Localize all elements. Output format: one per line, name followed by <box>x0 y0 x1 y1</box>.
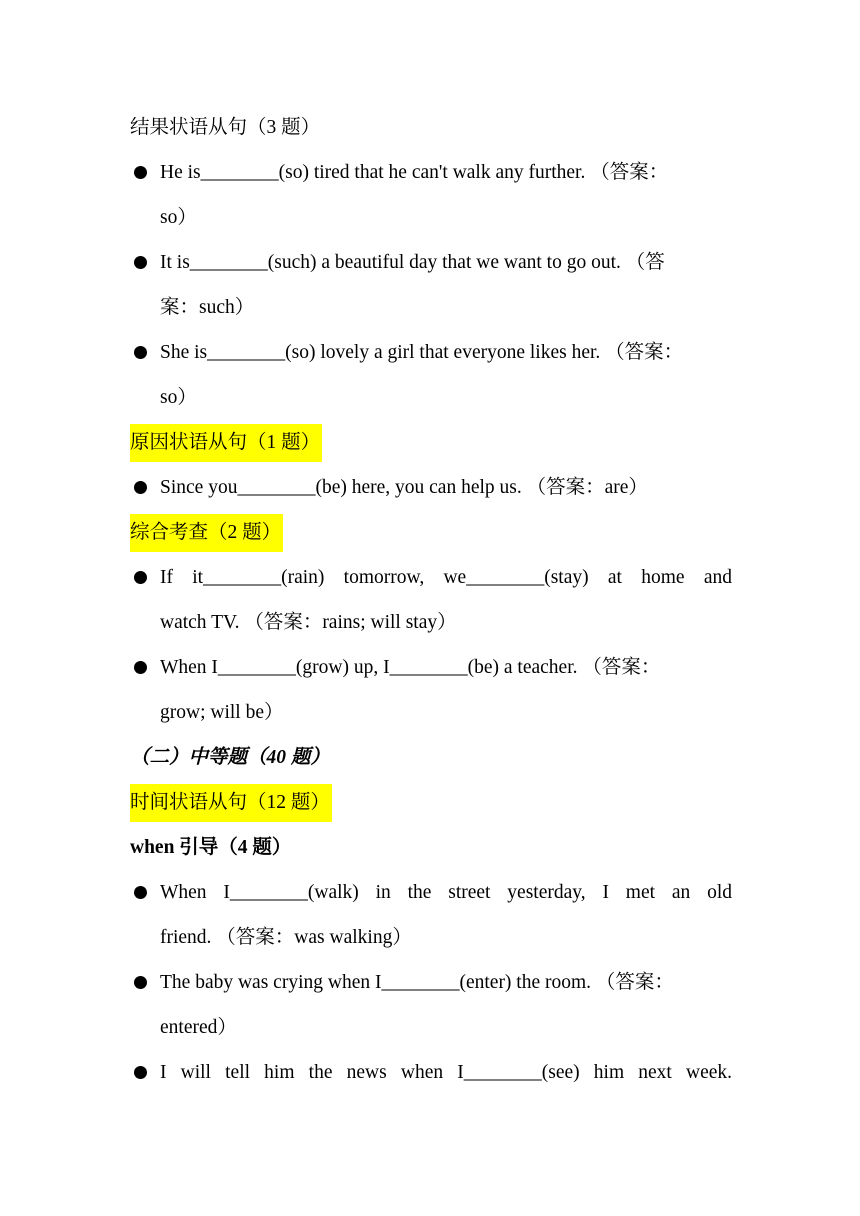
question-text: grow; will be） <box>160 702 284 723</box>
bullet-icon <box>134 886 147 899</box>
section-heading-reason <box>130 420 732 465</box>
question-text: Since you________(be) here, you can help us. （答案：are） <box>160 477 648 498</box>
question-text: entered） <box>160 1017 237 1038</box>
question-continuation <box>160 195 732 240</box>
question-item <box>130 1050 732 1095</box>
bullet-icon <box>134 571 147 584</box>
question-text: The baby was crying when I________(enter) the room. （答案： <box>160 972 674 993</box>
question-continuation <box>160 285 732 330</box>
highlighted-heading-text: 原因状语从句（1 题） <box>130 424 322 462</box>
question-item <box>130 150 732 195</box>
question-continuation <box>160 690 732 735</box>
bullet-icon <box>134 976 147 989</box>
bullet-icon <box>134 166 147 179</box>
highlighted-heading-text: 时间状语从句（12 题） <box>130 784 332 822</box>
section-heading-when <box>130 825 732 870</box>
question-item <box>130 465 732 510</box>
question-continuation <box>160 600 732 645</box>
highlighted-heading-text: 综合考查（2 题） <box>130 514 283 552</box>
bullet-icon <box>134 1066 147 1079</box>
question-item <box>130 555 732 600</box>
section-heading-time <box>130 780 732 825</box>
question-text: I will tell him the news when I________(see) him next week. <box>160 1062 732 1083</box>
question-text: so） <box>160 207 197 228</box>
section-heading-comprehensive <box>130 510 732 555</box>
question-text: It is________(such) a beautiful day that we want to go out. （答 <box>160 252 665 273</box>
question-continuation <box>160 375 732 420</box>
section-heading-when-text: when 引导（4 题） <box>130 837 292 858</box>
question-text: watch TV. （答案：rains; will stay） <box>160 612 457 633</box>
question-text: When I________(walk) in the street yesterday, I met an old <box>160 882 732 903</box>
question-text: He is________(so) tired that he can't walk any further. （答案： <box>160 162 669 183</box>
section-heading-result-text: 结果状语从句（3 题） <box>130 117 321 138</box>
section-heading-result <box>130 105 732 150</box>
question-item <box>130 330 732 375</box>
question-continuation <box>160 915 732 960</box>
question-text: She is________(so) lovely a girl that everyone likes her. （答案： <box>160 342 684 363</box>
question-text: If it________(rain) tomorrow, we________(stay) at home and <box>160 567 732 588</box>
question-continuation <box>160 1005 732 1050</box>
section-heading-medium-text: （二）中等题（40 题） <box>130 747 330 768</box>
bullet-icon <box>134 346 147 359</box>
question-text: friend. （答案：was walking） <box>160 927 412 948</box>
question-item <box>130 870 732 915</box>
bullet-icon <box>134 661 147 674</box>
question-text: so） <box>160 387 197 408</box>
question-item <box>130 960 732 1005</box>
bullet-icon <box>134 256 147 269</box>
section-heading-medium <box>130 735 732 780</box>
question-item <box>130 645 732 690</box>
question-text: 案：such） <box>160 297 255 318</box>
question-text: When I________(grow) up, I________(be) a teacher. （答案： <box>160 657 661 678</box>
question-item <box>130 240 732 285</box>
bullet-icon <box>134 481 147 494</box>
